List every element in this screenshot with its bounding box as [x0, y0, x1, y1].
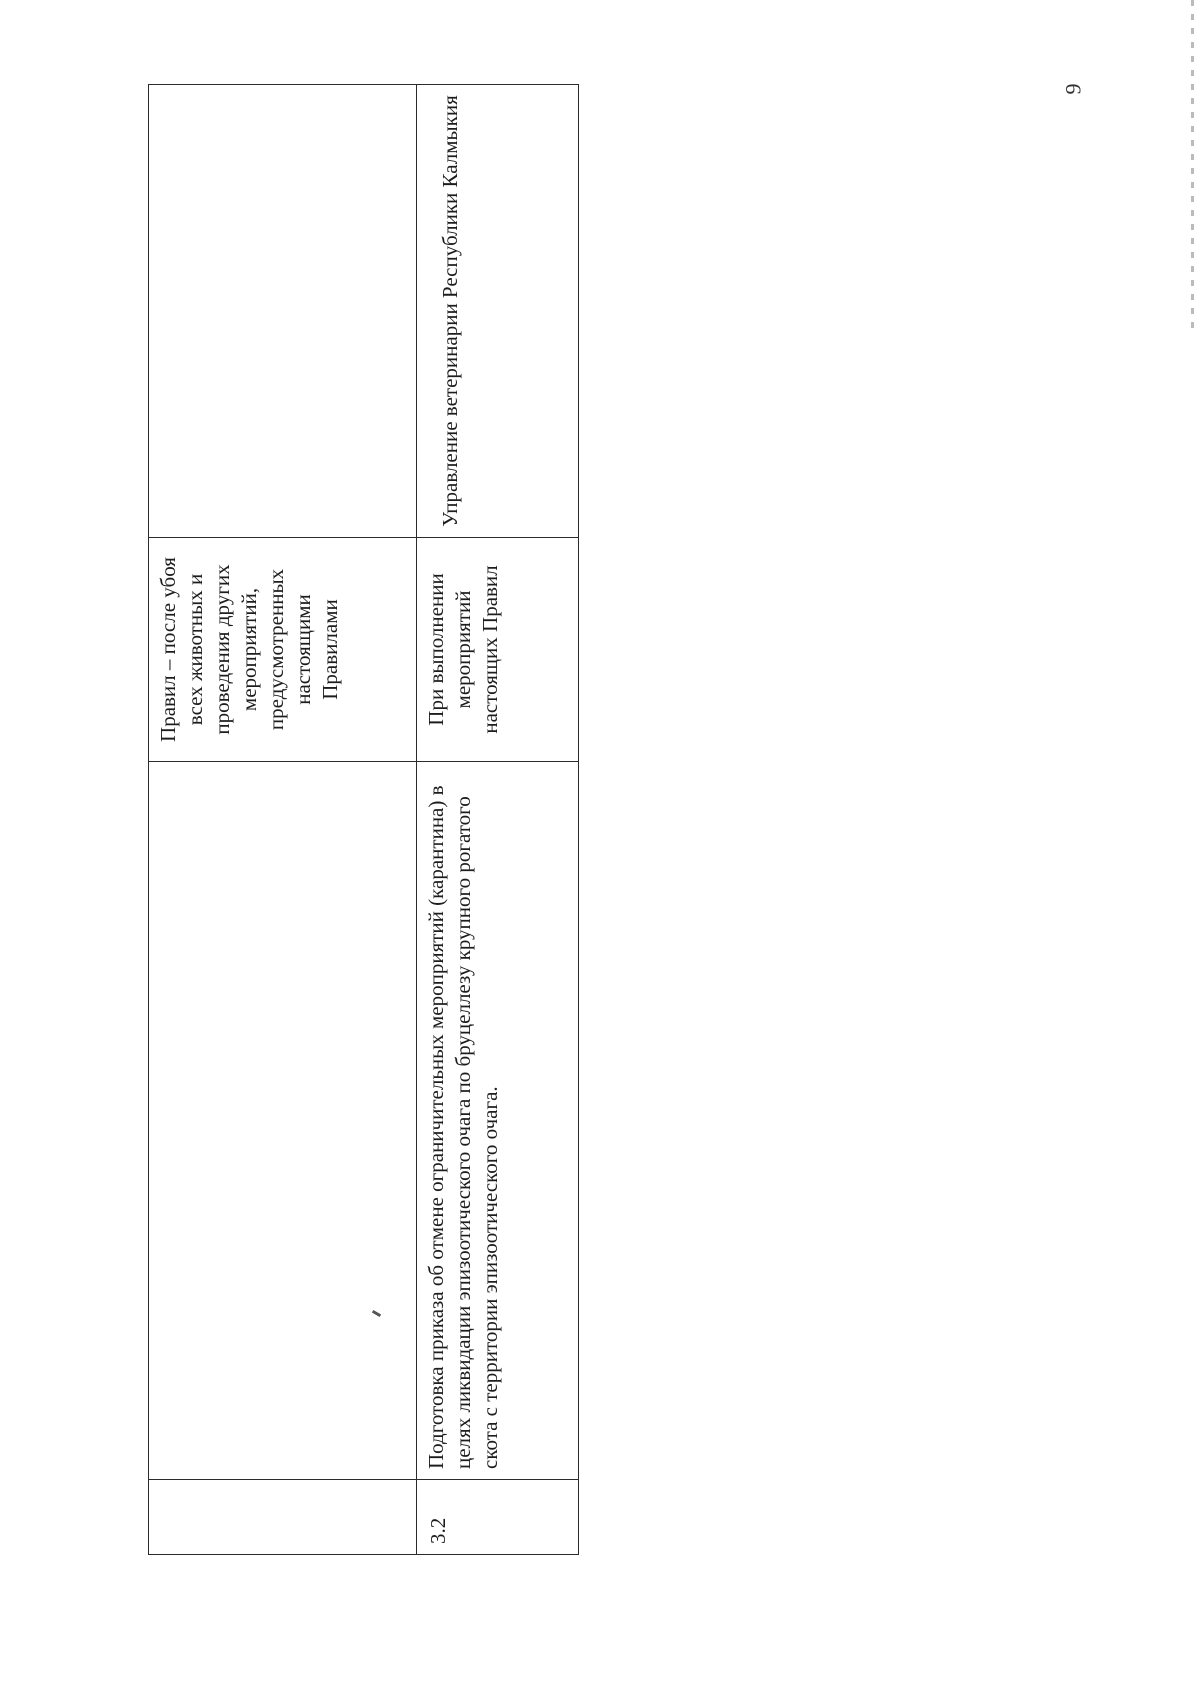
- responsible-cell: Управление ветеринарии Республики Калмыкия: [417, 85, 579, 538]
- page-number: 9: [1060, 83, 1086, 95]
- responsible-cell: [149, 85, 417, 538]
- task-cell: Подготовка приказа об отмене ограничительных мероприятий (карантина) в целях ликвидации эпизоотического очага по бруцеллезу крупного рогатого скота с территории эпизоотического очага.: [417, 762, 579, 1480]
- table-row: [149, 85, 417, 1555]
- table-row: [417, 85, 579, 1555]
- row-number-cell: [149, 1480, 417, 1555]
- deadline-cell: При выполнении мероприятий настоящих Правил: [417, 538, 579, 762]
- task-cell: [149, 762, 417, 1480]
- measures-table: [148, 84, 579, 1555]
- scan-edge-artifact: [1191, 0, 1194, 330]
- rotated-table-wrapper: [148, 85, 578, 1555]
- row-number-cell: 3.2: [417, 1480, 579, 1555]
- deadline-cell: Правил – после убоя всех животных и проведения других мероприятий, предусмотренных настоящими Правилами: [149, 538, 417, 762]
